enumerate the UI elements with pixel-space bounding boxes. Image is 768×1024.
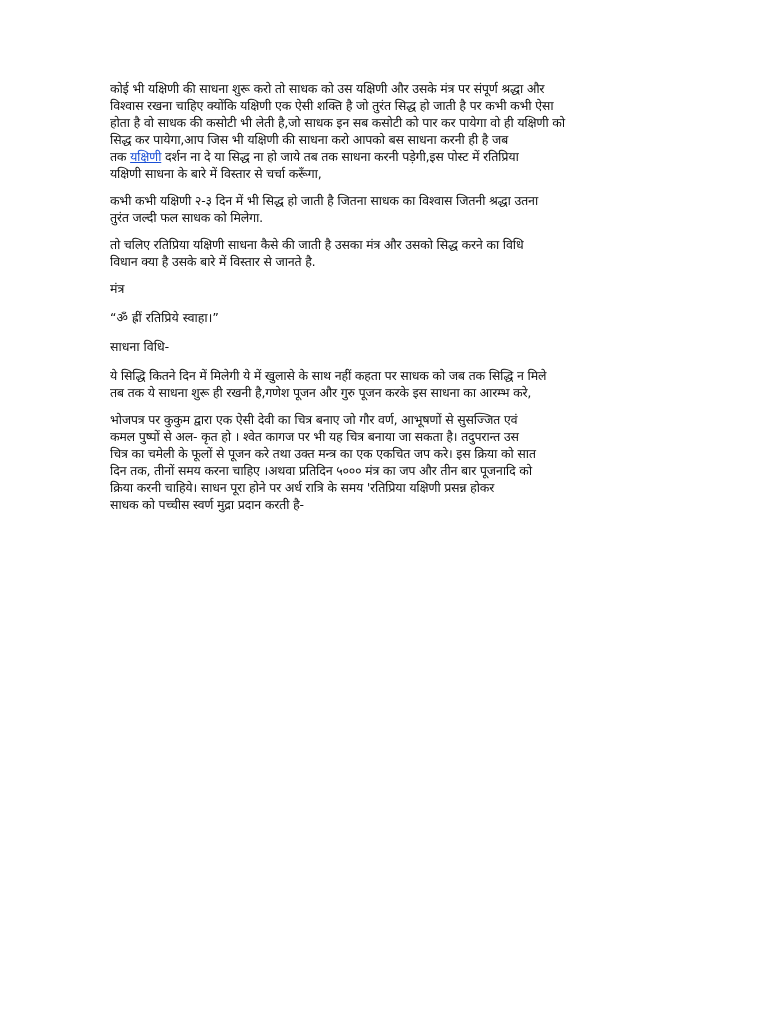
yakshini-link[interactable]: यक्षिणी — [130, 149, 162, 164]
paragraph-siddhi-duration — [110, 367, 658, 401]
text-fragment: तक — [110, 149, 131, 164]
text-line: सिद्ध कर पायेगा,आप जिस भी यक्षिणी की साधना करो आपको बस साधना करनी ही है जब — [110, 132, 509, 147]
document-body — [110, 80, 658, 523]
text-line: भोजपत्र पर कुकुम द्वारा एक ऐसी देवी का चित्र बनाए जो गौर वर्ण, आभूषणों से सुसज्जित एवं — [110, 412, 518, 427]
mantra-text: “ॐ ह्रीं रतिप्रिये स्वाहा।” — [110, 310, 219, 325]
vidhi-heading: साधना विधि- — [110, 339, 170, 354]
text-line: तब तक ये साधना शुरू ही रखनी है,गणेश पूजन और गुरु पूजन करके इस साधना का आरम्भ करे, — [110, 385, 532, 400]
paragraph-intro — [110, 80, 658, 182]
text-line: कमल पुष्पों से अल- कृत हो । श्वेत कागज पर भी यह चित्र बनाया जा सकता है। तदुपरान्त उस — [110, 429, 519, 444]
text-line: यक्षिणी साधना के बारे में विस्तार से चर्चा करूँगा, — [110, 166, 322, 181]
text-line: विश्वास रखना चाहिए क्योंकि यक्षिणी एक ऐसी शक्ति है जो तुरंत सिद्ध हो जाती है पर कभी कभी ऐसा — [110, 98, 554, 113]
text-line: चित्र का चमेली के फूलों से पूजन करे तथा उक्त मन्त्र का एक एकचित जप करे। इस क्रिया को सात — [110, 446, 536, 461]
text-line: होता है वो साधक की कसोटी भी लेती है,जो साधक इन सब कसोटी को पार कर पायेगा वो ही यक्षिणी को — [110, 115, 565, 130]
text-line: क्रिया करनी चाहिये। साधन पूरा होने पर अर्ध रात्रि के समय 'रतिप्रिया यक्षिणी प्रसन्न होकर — [110, 480, 495, 495]
text-line: तुरंत जल्दी फल साधक को मिलेगा. — [110, 210, 263, 225]
text-fragment: दर्शन ना दे या सिद्ध ना हो जाये तब तक साधना करनी पड़ेगी,इस पोस्ट में रतिप्रिया — [161, 149, 519, 164]
text-line: विधान क्या है उसके बारे में विस्तार से जानते है. — [110, 254, 316, 269]
text-line-with-link — [110, 148, 658, 165]
paragraph-how-to — [110, 236, 658, 270]
text-line: दिन तक, तीनों समय करना चाहिए ।अथवा प्रतिदिन ५००० मंत्र का जप और तीन बार पूजनादि को — [110, 463, 532, 478]
paragraph-siddhi-time — [110, 192, 658, 226]
text-line: कभी कभी यक्षिणी २-३ दिन में भी सिद्ध हो जाती है जितना साधक का विश्वास जितनी श्रद्धा उतना — [110, 193, 539, 208]
text-line: तो चलिए रतिप्रिया यक्षिणी साधना कैसे की जाती है उसका मंत्र और उसको सिद्ध करने का विधि — [110, 237, 524, 252]
paragraph-procedure — [110, 411, 658, 513]
mantra-heading: मंत्र — [110, 281, 125, 296]
text-line: साधक को पच्चीस स्वर्ण मुद्रा प्रदान करती है- — [110, 497, 304, 512]
text-line: कोई भी यक्षिणी की साधना शुरू करो तो साधक को उस यक्षिणी और उसके मंत्र पर संपूर्ण श्रद्धा और — [110, 81, 545, 96]
text-line: ये सिद्धि कितने दिन में मिलेगी ये में खुलासे के साथ नहीं कहता पर साधक को जब तक सिद्धि न मिले — [110, 368, 547, 383]
